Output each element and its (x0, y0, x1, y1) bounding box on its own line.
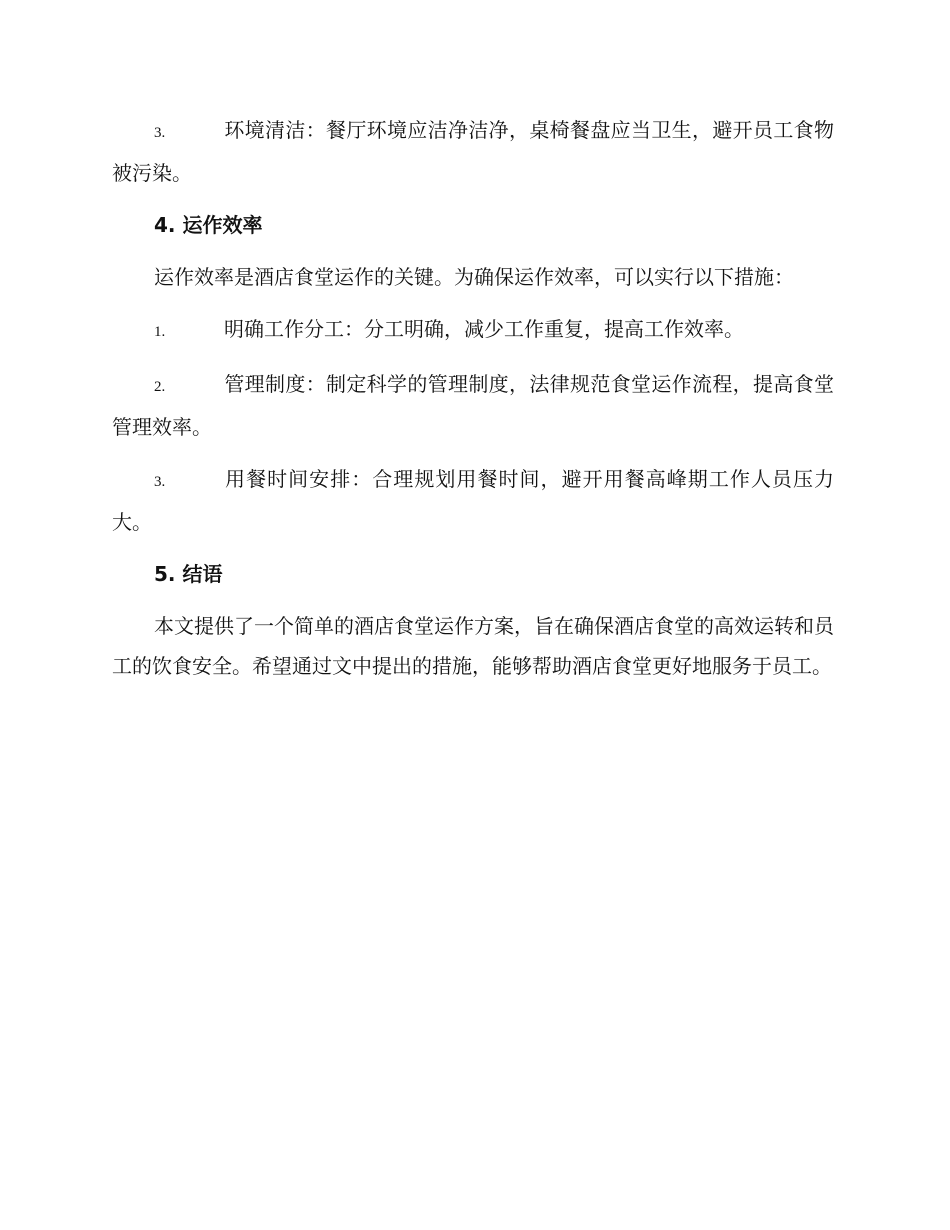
list-number: 3. (154, 125, 166, 141)
list-item-management-system (112, 364, 834, 447)
list-text: 用餐时间安排：合理规划用餐时间，避开用餐高峰期工作人员压力大。 (112, 467, 834, 534)
list-text: 管理制度：制定科学的管理制度，法律规范食堂运作流程，提高食堂管理效率。 (112, 372, 834, 439)
list-item-meal-schedule (112, 459, 834, 542)
list-item-division-of-work (112, 309, 834, 352)
list-number: 2. (154, 379, 166, 395)
paragraph-conclusion: 本文提供了一个简单的酒店食堂运作方案，旨在确保酒店食堂的高效运转和员工的饮食安全。希望通过文中提出的措施，能够帮助酒店食堂更好地服务于员工。 (112, 614, 834, 678)
list-number: 1. (154, 324, 166, 340)
document-body (112, 110, 834, 698)
section-heading-conclusion: 5. 结语 (154, 562, 223, 586)
list-text: 环境清洁：餐厅环境应洁净洁净，桌椅餐盘应当卫生，避开员工食物被污染。 (112, 118, 834, 185)
section-heading-efficiency: 4. 运作效率 (154, 213, 263, 237)
list-number: 3. (154, 474, 166, 490)
list-item-environment-cleaning (112, 110, 834, 193)
list-text: 明确工作分工：分工明确，减少工作重复，提高工作效率。 (224, 317, 744, 341)
paragraph-efficiency-intro: 运作效率是酒店食堂运作的关键。为确保运作效率，可以实行以下措施： (154, 265, 794, 289)
